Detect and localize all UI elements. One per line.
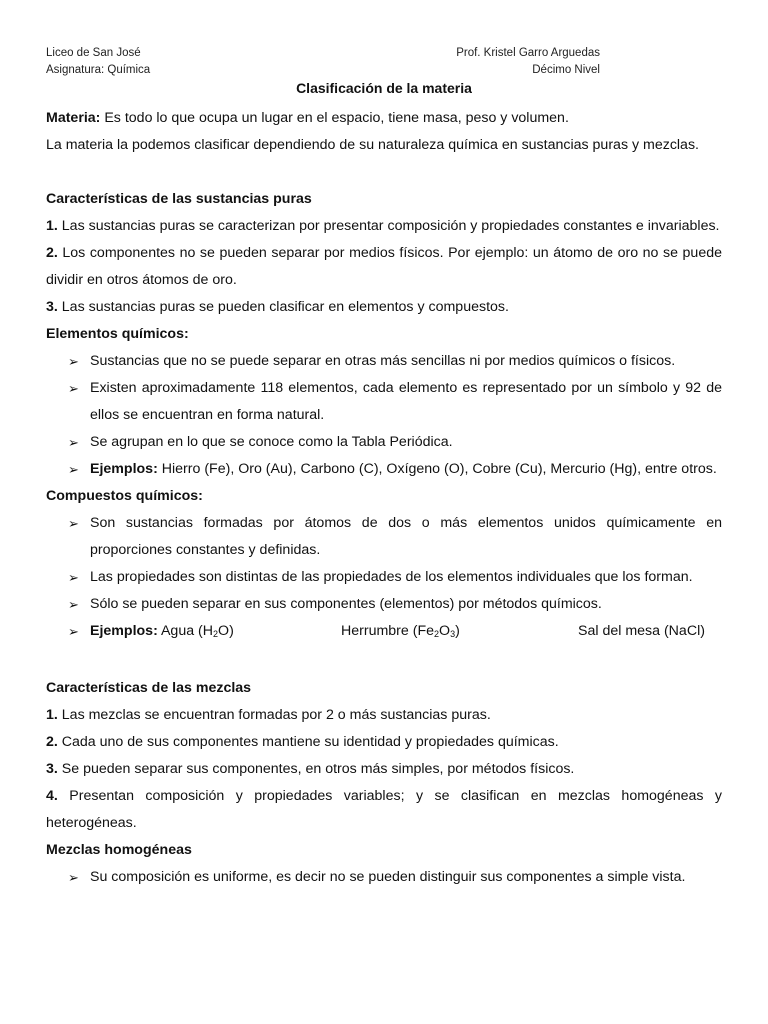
school-name: Liceo de San José [46,47,141,59]
teacher-name: Prof. Kristel Garro Arguedas [456,47,600,59]
list-item: ➢ Su composición es uniforme, es decir no se pueden distinguir sus componentes a simple vista. [46,864,722,891]
list-item: ➢ Sólo se pueden separar en sus componentes (elementos) por métodos químicos. [46,591,722,618]
homogeneous-heading: Mezclas homogéneas [46,842,192,858]
compounds-heading: Compuestos químicos: [46,488,203,504]
intro-paragraph: La materia la podemos clasificar dependiendo de su naturaleza química en sustancias puras y mezclas. [46,137,699,153]
elements-list [46,348,722,483]
document-title: Clasificación de la materia [296,80,472,96]
arrow-bullet-icon: ➢ [68,516,79,531]
pure-item-3: 3. Las sustancias puras se pueden clasificar en elementos y compuestos. [46,299,509,315]
list-item: ➢ Existen aproximadamente 118 elementos, cada elemento es representado por un símbolo y 92 de ellos se encuentran en forma natural. [46,375,722,429]
arrow-bullet-icon: ➢ [68,570,79,585]
list-item: ➢ Sustancias que no se puede separar en otras más sencillas ni por medios químicos o físicos. [46,348,722,375]
arrow-bullet-icon: ➢ [68,354,79,369]
definition-text: Es todo lo que ocupa un lugar en el espacio, tiene masa, peso y volumen. [100,110,569,126]
list-item [46,618,722,648]
examples-label: Ejemplos: [90,623,158,639]
list-item: ➢ Son sustancias formadas por átomos de dos o más elementos unidos químicamente en proporciones constantes y definidas. [46,510,722,564]
pure-item-2: 2. Los componentes no se pueden separar por medios físicos. Por ejemplo: un átomo de oro no se puede dividir en otros átomos de oro. [46,245,722,288]
mixtures-heading: Características de las mezclas [46,680,252,696]
example-salt: Sal del mesa (NaCl) [578,623,705,639]
example-rust: Herrumbre $(Fe_2O_3)$ [341,623,460,639]
compounds-list [46,510,722,648]
homogeneous-list [46,864,722,891]
mixture-item-1: 1. Las mezclas se encuentran formadas por 2 o más sustancias puras. [46,707,491,723]
elements-heading: Elementos químicos: [46,326,189,342]
examples-label: Ejemplos: [90,461,158,477]
arrow-bullet-icon: ➢ [68,597,79,612]
definition-term: Materia: [46,110,101,126]
arrow-bullet-icon: ➢ [68,435,79,450]
level-label: Décimo Nivel [532,64,600,76]
arrow-bullet-icon: ➢ [68,462,79,477]
document-body [46,105,722,891]
pure-item-1: 1. Las sustancias puras se caracterizan por presentar composición y propiedades constantes e invariables. [46,218,720,234]
header-left [46,45,150,79]
list-item: ➢ Ejemplos: Hierro (Fe), Oro (Au), Carbono (C), Oxígeno (O), Cobre (Cu), Mercurio (Hg), entre otros. [46,456,722,483]
mixture-item-4: 4. Presentan composición y propiedades variables; y se clasifican en mezclas homogéneas y heterogéneas. [46,788,722,831]
subject-label: Asignatura: Química [46,64,151,76]
compound-examples-row [90,618,722,648]
arrow-bullet-icon: ➢ [68,381,79,396]
mixture-item-3: 3. Se pueden separar sus componentes, en otros más simples, por métodos físicos. [46,761,575,777]
list-item: ➢ Se agrupan en lo que se conoce como la Tabla Periódica. [46,429,722,456]
arrow-bullet-icon: ➢ [68,624,79,639]
arrow-bullet-icon: ➢ [68,870,79,885]
mixture-item-2: 2. Cada uno de sus componentes mantiene su identidad y propiedades químicas. [46,734,559,750]
header-right [456,45,600,79]
pure-substances-heading: Características de las sustancias puras [46,191,312,207]
list-item: ➢ Las propiedades son distintas de las propiedades de los elementos individuales que los forman. [46,564,722,591]
definition-paragraph [46,105,722,132]
example-water: Ejemplos: Agua $(H_2O)$ [90,623,234,639]
